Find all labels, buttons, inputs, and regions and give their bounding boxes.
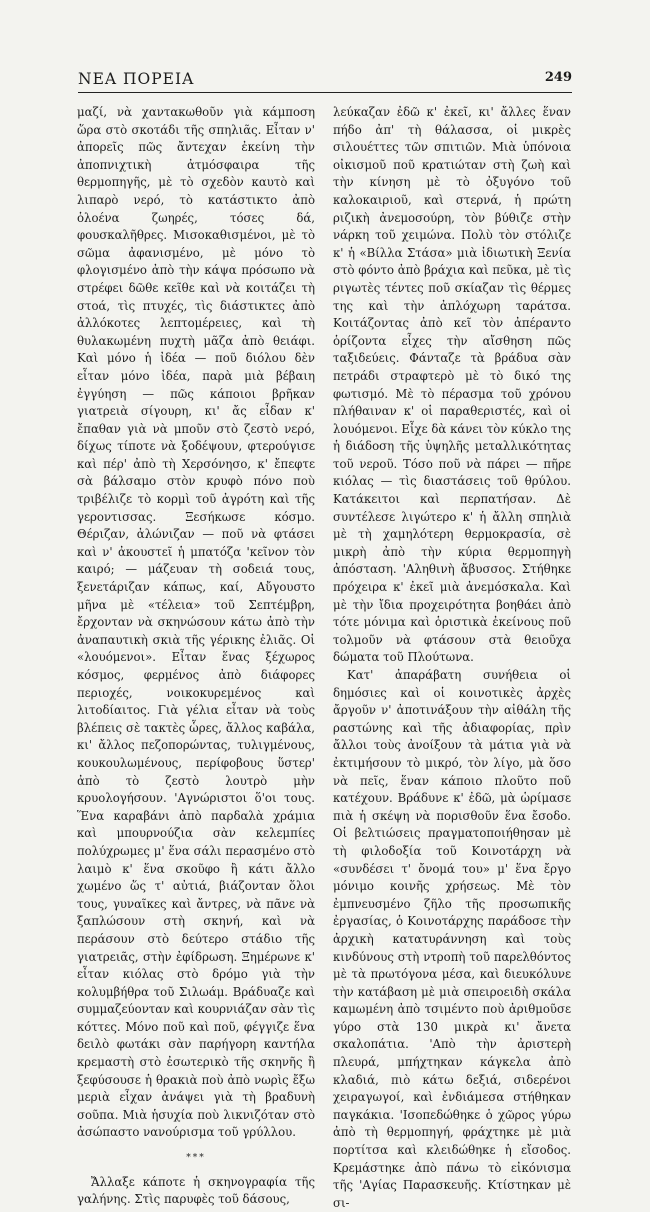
page-number: 249	[544, 70, 572, 85]
running-header	[78, 68, 572, 93]
journal-title: ΝΕΑ ΠΟΡΕΙΑ	[78, 70, 195, 88]
left-paragraph-1: μαζί, νὰ χαντακωθοῦν γιὰ κάμποση ὥρα στὸ σκοτάδι τῆς σπηλιᾶς. Εἶταν ν' ἀπορεῖς πῶς ἄντεχαν ἐκείνη τὴν ἀποπνιχτικὴ ἀτμόσφαιρα τῆς θερμοπηγῆς, μὲ τὸ σχεδὸν καυτὸ καὶ λιπαρὸ νερό, τὸ κατάστικτο ἀπὸ ὁλοένα ζωηρές, τόσες δά, φουσκαλῆθρες. Μισοκαθισμένοι, μὲ τὸ σῶμα ἀφανισμένο, μὲ μόνο τὸ φλογισμένο ἀπὸ τὴν κάψα πρόσωπο νὰ στρέφει δῶθε κεῖθε καὶ νὰ κοιτάζει τὴ στοά, τὶς πτυχές, τὶς διάστικτες ἀπὸ ἀλλόκοτες λεπτομέρειες, καὶ τὴ θυλακωμένη πυχτὴ μᾶζα ἀπὸ θειάφι. Καὶ μόνο ἡ ἰδέα — ποῦ διόλου δὲν εἶταν μόνο ἰδέα, παρὰ μιὰ βέβαιη ἐγγύηση — πῶς κάποιοι βρῆκαν γιατρειὰ σίγουρη, κι' ἄς εἶδαν κ' ἔπαθαν γιὰ νὰ μποῦν στὸ ζεστὸ νερό, δίχως τίποτε νὰ ξοδέψουν, φτερούγισε καὶ πέρ' ἀπὸ τὴ Χερσόνησο, κ' ἔπεφτε σὰ βάλσαμο στὸν κρυφὸ πόνο ποὺ τριβέλιζε τὸ κορμὶ τοῦ ἀγρότη καὶ τῆς γεροντισσας. Ξεσήκωσε κόσμο. Θέριζαν, ἀλώνιζαν — ποῦ νὰ φτάσει καὶ ν' ἀκουστεῖ ἡ μπατόζα 'κεῖνον τὸν καιρό; — μάζευαν τὴ σοδειά τους, ξενετάριζαν κάπως, καί, Αὔγουστο μῆνα μὲ «τέλεια» τοῦ Σεπτέμβρη, ἔρχονταν νὰ σκηνώσουν κάτω ἀπὸ τὴν ἀναπαυτικὴ σκιὰ τῆς γέρικης ἐλιᾶς. Οἱ «λουόμενοι». Εἶταν ἕνας ξέχωρος κόσμος, φερμένος ἀπὸ διάφορες περιοχές, νοικοκυρεμένος καὶ λιτοδίαιτος. Γιὰ γέλια εἶταν νὰ τοὺς βλέπεις σὲ τακτὲς ὧρες, ἄλλος καβάλα, κι' ἄλλος πεζοπορώντας, τυλιγμένους, κουκουλωμένους, περίφοβους ὕστερ' ἀπὸ τὸ ζεστὸ λουτρὸ μὴν κρυολογήσουν. 'Αγνώριστοι ὅ'οι τους. Ἕνα καραβάνι ἀπὸ παρδαλὰ χράμια καὶ μπουρνούζια σὰν κελεμπίες πολύχρωμες μ' ἕνα σάλι περασμένο στὸ λαιμὸ κ' ἕνα σκοῦφο ἢ κάτι ἄλλο χωμένο ὥς τ' αὐτιά, βιάζονταν ὅλοι τους, γυναῖκες καὶ ἄντρες, νὰ πᾶνε νὰ ξαπλώσουν στὴ σκηνή, καὶ νὰ περάσουν στὸ δεύτερο στάδιο τῆς γιατρειᾶς, στὴν ἐφίδρωση. Ξημέρωνε κ' εἶταν κιόλας στὸ δρόμο γιὰ τὴν κολυμβήθρα τοῦ Σιλωάμ. Βράδυαζε καὶ συμμαζεύονταν καὶ κουρνιάζαν σὰν τὶς κόττες. Μόνο ποῦ καὶ ποῦ, φέγγιζε ἕνα δειλὸ φωτάκι σὰν παρήγορη καντήλα κρεμαστὴ στὸ ἐσωτερικὸ τῆς σκηνῆς ἢ ξεφύσουσε ἡ θρακιὰ ποὺ ἀπὸ νωρὶς ἔξω μεριὰ εἶχαν ἀνάψει γιὰ τὴ βραδυνὴ σοῦπα. Μιὰ ἡσυχία ποὺ λικνιζόταν στὸ ἀσώπαστο νανούρισμα τοῦ γρύλλου.	[77, 105, 315, 1140]
right-paragraph-1: λεύκαζαν ἐδῶ κ' ἐκεῖ, κι' ἄλλες ἕναν πήδο ἀπ' τὴ θάλασσα, οἱ μικρὲς σιλουέττες τῶν σπιτιῶν. Μιὰ ὑπόνοια οἰκισμοῦ ποῦ κρατιώταν στὴ ζωὴ καὶ τὴν κίνηση μὲ τὸ ὀξυγόνο τοῦ καλοκαιριοῦ, καὶ στερνά, ἡ πρώτη ριζικὴ ἀνεμοσούρη, τὸν βύθιζε στὴν νάρκη τοῦ χειμώνα. Πολὺ τὸν στόλιζε κ' ἡ «Βίλλα Στάσα» μιὰ ἰδιωτικὴ Ξενία στὸ φόντο ἀπὸ βράχια καὶ πεῦκα, μὲ τὶς ριγωτὲς τέντες ποῦ σκίαζαν τὶς θέρμες της καὶ τὴν ἀπλόχωρη ταράτσα. Κοιτάζοντας ἀπὸ κεῖ τὸν ἀπέραντο ὁρίζοντα εἶχες τὴν αἴσθηση πῶς ταξιδεύεις. Φάνταζε τὰ βράδυα σὰν πετράδι στραφτερὸ μὲ τὸ δικό της φωτισμό. Μὲ τὸ πέρασμα τοῦ χρόνου πλήθαιναν κ' οἱ παραθεριστές, καὶ οἱ λουόμενοι. Εἶχε δὰ κάνει τὸν κύκλο της ἡ διάδοση τῆς ὑψηλῆς μεταλλικότητας τοῦ νεροῦ. Τόσο ποῦ νὰ πάρει — πῆρε κιόλας — τὶς διαστάσεις τοῦ θρύλου. Κατάκειτοι καὶ περπατήσαν. Δὲ συντέλεσε λιγώτερο κ' ἡ ἄλλη σπηλιὰ μὲ τὴ χαμηλότερη θερμοκρασία, σὲ μικρὴ ἀπὸ τὴν κύρια θερμοπηγὴ ἀπόσταση. 'Αληθινὴ ἄβυσσος. Στήθηκε πρόχειρα κ' ἐκεῖ μιὰ ἀνεμόσκαλα. Καὶ μὲ τὴν ἴδια προχειρότητα βοηθάει ἀπὸ τότε μόνιμα καὶ ὁριστικὰ ἐκείνους ποῦ τολμοῦν νὰ φτάσουν στὰ θειοῦχα δώματα τοῦ Πλούτωνα.	[333, 105, 571, 665]
right-column	[333, 104, 571, 1212]
left-paragraph-2: Ἄλλαξε κάποτε ἡ σκηνογραφία τῆς γαλήνης. Στὶς παρυφὲς τοῦ δάσους,	[77, 1174, 315, 1207]
left-column	[77, 104, 315, 1209]
section-break: ***	[186, 1153, 206, 1164]
right-paragraph-2: Κατ' ἀπαράβατη συνήθεια οἱ δημόσιες καὶ οἱ κοινοτικὲς ἀρχὲς ἄργοῦν ν' ἀποτινάξουν τὴν αἰθάλη τῆς ραστώνης καὶ τῆς ἀδιαφορίας, πρὶν ἄλλοι τοὺς ἀνοίξουν τὰ μάτια γιὰ νὰ ἐκτιμήσουν τὸ μικρό, τὸν λίγο, μὰ ὅσο νὰ πεῖς, ἕναν κάποιο πλοῦτο ποῦ κατέχουν. Βράδυνε κ' ἐδῶ, μὰ ὡρίμασε πιὰ ἡ σκέψη νὰ πορισθοῦν ἕνα ἔσοδο. Οἱ βελτιώσεις πραγματοποιήθησαν μὲ τὴ φιλοδοξία τοῦ Κοινοτάρχη νὰ «συνδέσει τ' ὄνομά του» μ' ἕνα ἔργο μόνιμο κοινῆς χρήσεως. Μὲ τὸν ἐμπνευσμένο ζῆλο τῆς προσωπικῆς ἐργασίας, ὁ Κοινοτάρχης παράδοσε τὴν ἀρχικὴ κατατυράννηση καὶ τοὺς κινδύνους στὴ ντροπὴ τοῦ παρελθόντος μὲ τὰ πρωτόγονα μέσα, καὶ διευκόλυνε τὴν κατάβαση μὲ μιὰ σπειροειδὴ σκάλα καμωμένη ἀπὸ τσιμέντο ποὺ ἀριθμοῦσε γύρο στὰ 130 μικρὰ κι' ἄνετα σκαλοπάτια. 'Απὸ τὴν ἀριστερὴ πλευρά, μπήχτηκαν κάγκελα ἀπὸ κλαδιά, πιὸ κάτω δεξιά, σιδερένοι χειραγωγοί, καὶ ἐνδιάμεσα στήθηκαν παγκάκια. 'Ισοπεδώθηκε ὁ χῶρος γύρω ἀπὸ τὴ θερμοπηγή, φράχτηκε μὲ μιὰ πορτίτσα καὶ κλειδώθηκε ἡ εἴσοδος. Κρεμάστηκε ἀπὸ πάνω τὸ εἰκόνισμα τῆς 'Αγίας Παρασκευῆς. Κτίστηκαν μὲ σι-	[333, 668, 571, 1210]
